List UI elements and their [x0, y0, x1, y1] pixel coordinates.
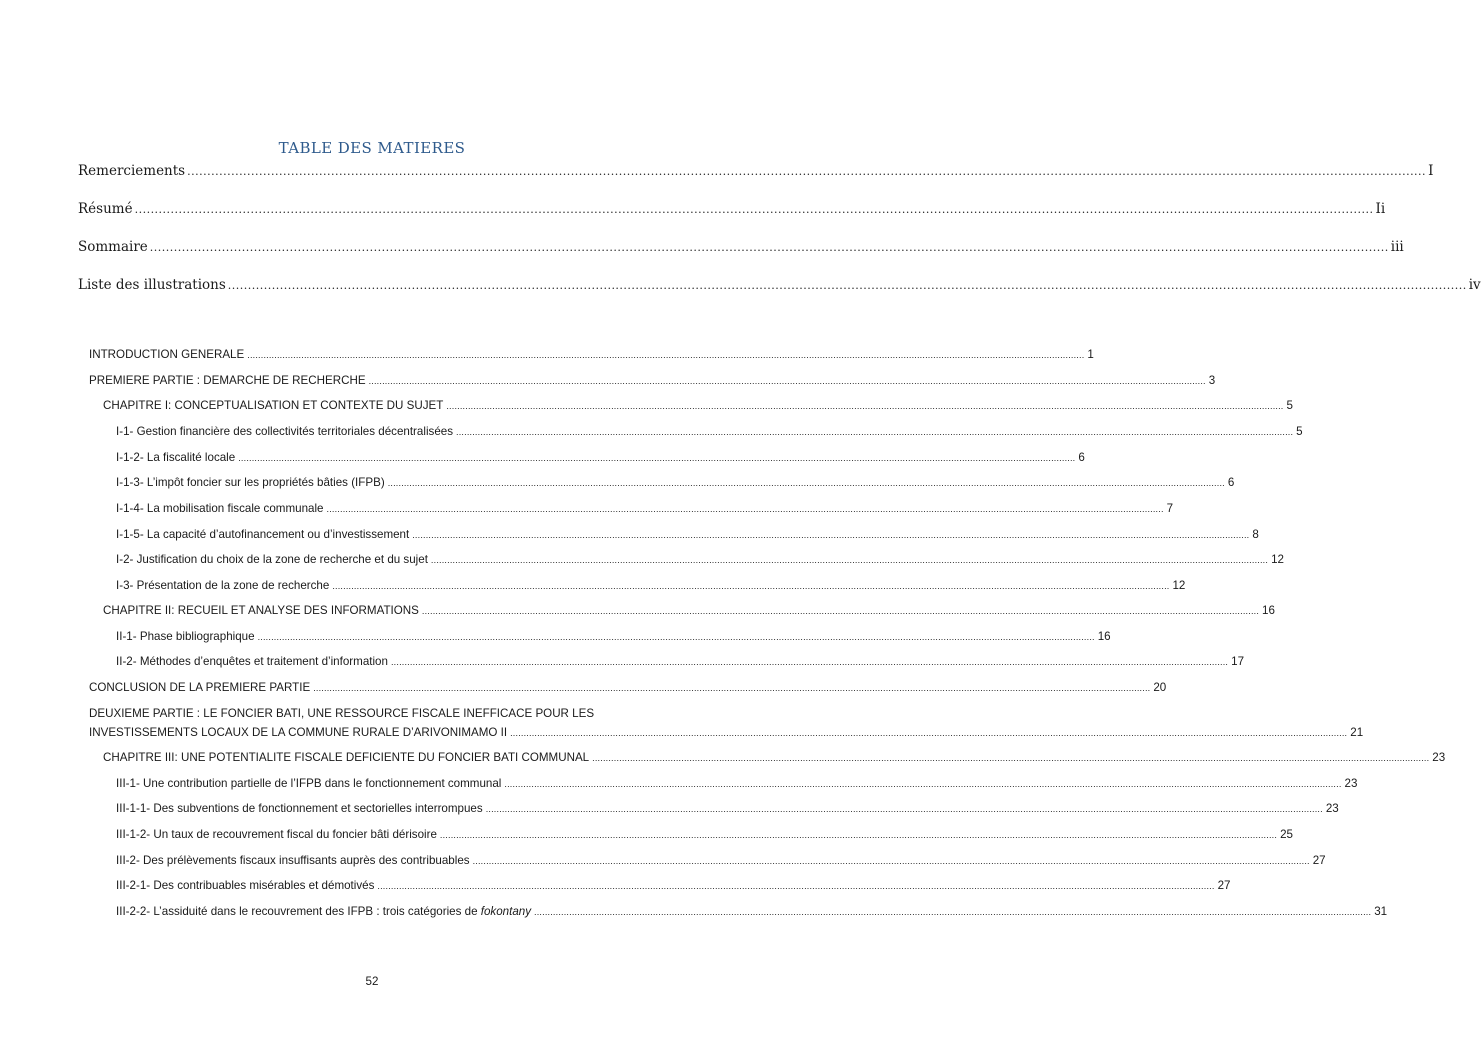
front-matter-page: iii — [1390, 239, 1404, 255]
front-matter-page: I — [1428, 163, 1434, 179]
toc-entry-page: 25 — [1280, 828, 1293, 841]
toc-entry-page: 23 — [1325, 802, 1339, 815]
toc-entry[interactable] — [116, 528, 1259, 546]
toc-entry-page: 23 — [1344, 777, 1358, 790]
toc-entry[interactable] — [116, 451, 1085, 469]
toc-entry-label: II-2- Méthodes d’enquêtes et traitement d’information — [116, 655, 388, 668]
front-matter-row[interactable] — [78, 239, 1404, 259]
toc-entry[interactable] — [116, 655, 1245, 673]
dot-leader: ...................................................................................................................................................................................................................................................................................................................... — [247, 350, 1085, 360]
dot-leader: ...................................................................................................................................................................................................................................................................................................................... — [390, 657, 1229, 667]
toc-entry-label: II-1- Phase bibliographique — [116, 630, 255, 643]
toc-entry-label: INTRODUCTION GENERALE — [89, 348, 245, 361]
dot-leader: ...................................................................................................................................................................................................................................................................................................................... — [134, 203, 1374, 216]
dot-leader: ...................................................................................................................................................................................................................................................................................................................... — [238, 453, 1076, 463]
dot-leader: ...................................................................................................................................................................................................................................................................................................................... — [592, 753, 1430, 763]
toc-entry-page: 3 — [1208, 374, 1216, 387]
toc-entry-label: I-1-3- L’impôt foncier sur les propriétés bâties (IFPB) — [116, 476, 385, 489]
toc-entry-page: 12 — [1271, 553, 1284, 566]
dot-leader: ...................................................................................................................................................................................................................................................................................................................... — [227, 279, 1467, 292]
toc-entry-page: 16 — [1097, 630, 1111, 643]
toc-entry-page: 27 — [1312, 854, 1326, 867]
dot-leader: ...................................................................................................................................................................................................................................................................................................................... — [377, 881, 1215, 891]
toc-entry-page: 12 — [1172, 579, 1186, 592]
front-matter-label: Liste des illustrations — [78, 277, 226, 293]
toc-entry[interactable] — [116, 502, 1174, 520]
toc-entry[interactable] — [116, 630, 1111, 648]
toc-entry-label: I-1-2- La fiscalité locale — [116, 451, 236, 464]
toc-entry-label: III-1- Une contribution partielle de l’IFPB dans le fonctionnement communal — [116, 777, 502, 790]
toc-entry[interactable] — [116, 553, 1284, 571]
front-matter-page: iv — [1468, 277, 1481, 293]
toc-entry-label: I-1-4- La mobilisation fiscale communale — [116, 502, 324, 515]
dot-leader: ...................................................................................................................................................................................................................................................................................................................... — [439, 830, 1278, 840]
dot-leader: ...................................................................................................................................................................................................................................................................................................................... — [332, 581, 1170, 591]
front-matter-page: Ii — [1375, 201, 1386, 217]
dot-leader: ...................................................................................................................................................................................................................................................................................................................... — [534, 907, 1372, 917]
toc-entry-label: III-1-2- Un taux de recouvrement fiscal du foncier bâti dérisoire — [116, 828, 437, 841]
toc-entry[interactable] — [116, 476, 1235, 494]
toc-entry-label: I-2- Justification du choix de la zone de recherche et du sujet — [116, 553, 428, 566]
toc-entry-page: 17 — [1231, 655, 1245, 668]
toc-entry-label: I-1- Gestion financière des collectivités territoriales décentralisées — [116, 425, 454, 438]
front-matter-row[interactable] — [78, 201, 1386, 221]
toc-entry-label-line1[interactable]: DEUXIEME PARTIE : LE FONCIER BATI, UNE RESSOURCE FISCALE INEFFICACE POUR LES — [89, 707, 595, 720]
dot-leader: ...................................................................................................................................................................................................................................................................................................................... — [510, 728, 1348, 738]
dot-leader: ...................................................................................................................................................................................................................................................................................................................... — [446, 401, 1284, 411]
toc-entry[interactable] — [116, 828, 1293, 846]
toc-entry-page: 8 — [1252, 528, 1259, 541]
toc-entry-label: III-1-1- Des subventions de fonctionnement et sectorielles interrompues — [116, 802, 483, 815]
toc-entry-page: 27 — [1217, 879, 1231, 892]
dot-leader: ...................................................................................................................................................................................................................................................................................................................... — [504, 779, 1342, 789]
toc-entry-label: I-1-5- La capacité d’autofinancement ou d’investissement — [116, 528, 410, 541]
toc-entry[interactable] — [116, 425, 1303, 443]
toc-entry[interactable] — [116, 777, 1358, 795]
dot-leader: ...................................................................................................................................................................................................................................................................................................................... — [387, 478, 1225, 488]
dot-leader: ...................................................................................................................................................................................................................................................................................................................... — [187, 165, 1427, 178]
toc-entry[interactable] — [116, 905, 1388, 923]
front-matter-row[interactable] — [78, 163, 1434, 183]
toc-entry-page: 1 — [1087, 348, 1094, 361]
toc-entry-page: 6 — [1078, 451, 1085, 464]
toc-entry-label: III-2-1- Des contribuables misérables et démotivés — [116, 879, 375, 892]
dot-leader: ...................................................................................................................................................................................................................................................................................................................... — [257, 632, 1095, 642]
dot-leader: ...................................................................................................................................................................................................................................................................................................................... — [368, 376, 1206, 386]
toc-entry-label: PREMIERE PARTIE : DEMARCHE DE RECHERCHE — [89, 374, 366, 387]
toc-entry-page: 6 — [1227, 476, 1235, 489]
front-matter-label: Résumé — [78, 201, 133, 217]
dot-leader: ...................................................................................................................................................................................................................................................................................................................... — [421, 606, 1260, 616]
toc-entry[interactable] — [116, 579, 1186, 597]
toc-entry-label: CHAPITRE II: RECUEIL ET ANALYSE DES INFORMATIONS — [103, 604, 419, 617]
toc-entry[interactable] — [89, 726, 1364, 744]
toc-entry-label: CHAPITRE III: UNE POTENTIALITE FISCALE DEFICIENTE DU FONCIER BATI COMMUNAL — [103, 751, 590, 764]
front-matter-label: Sommaire — [78, 239, 148, 255]
dot-leader: ...................................................................................................................................................................................................................................................................................................................... — [313, 683, 1151, 693]
page-number: 52 — [365, 975, 379, 988]
front-matter-label: Remerciements — [78, 163, 186, 179]
dot-leader: ...................................................................................................................................................................................................................................................................................................................... — [149, 241, 1389, 254]
toc-entry-label: INVESTISSEMENTS LOCAUX DE LA COMMUNE RURALE D’ARIVONIMAMO II — [89, 726, 508, 739]
toc-entry-label-italic: fokontany — [480, 905, 532, 918]
dot-leader: ...................................................................................................................................................................................................................................................................................................................... — [412, 530, 1250, 540]
toc-entry-page: 16 — [1262, 604, 1275, 617]
toc-entry-label: I-3- Présentation de la zone de recherche — [116, 579, 330, 592]
dot-leader: ...................................................................................................................................................................................................................................................................................................................... — [472, 856, 1310, 866]
toc-entry-label: CONCLUSION DE LA PREMIERE PARTIE — [89, 681, 311, 694]
toc-entry-page: 7 — [1166, 502, 1174, 515]
toc-entry-page: 20 — [1153, 681, 1167, 694]
toc-entry-label-text: III-2-2- L’assiduité dans le recouvrement des IFPB : trois catégories de — [116, 905, 478, 918]
toc-entry-page: 5 — [1296, 425, 1303, 438]
toc-entry[interactable] — [116, 854, 1326, 872]
toc-entry-label: CHAPITRE I: CONCEPTUALISATION ET CONTEXTE DU SUJET — [103, 399, 444, 412]
toc-entry[interactable] — [89, 374, 1216, 392]
toc-entry-page: 5 — [1286, 399, 1293, 412]
toc-entry-page: 23 — [1432, 751, 1446, 764]
toc-entry[interactable] — [89, 348, 1094, 366]
dot-leader: ...................................................................................................................................................................................................................................................................................................................... — [485, 804, 1323, 814]
toc-entry[interactable] — [89, 681, 1167, 699]
front-matter-row[interactable] — [78, 277, 1481, 297]
toc-entry-page: 31 — [1374, 905, 1388, 918]
dot-leader: ...................................................................................................................................................................................................................................................................................................................... — [430, 555, 1269, 565]
page-title: TABLE DES MATIERES — [278, 139, 466, 157]
toc-entry-label: III-2- Des prélèvements fiscaux insuffisants auprès des contribuables — [116, 854, 470, 867]
toc-entry[interactable] — [103, 604, 1275, 622]
toc-entry[interactable] — [116, 879, 1231, 897]
toc-entry[interactable] — [103, 399, 1293, 417]
toc-entry-page: 21 — [1350, 726, 1364, 739]
dot-leader: ...................................................................................................................................................................................................................................................................................................................... — [456, 427, 1294, 437]
dot-leader: ...................................................................................................................................................................................................................................................................................................................... — [326, 504, 1164, 514]
toc-entry[interactable] — [103, 751, 1446, 769]
toc-entry[interactable] — [116, 802, 1339, 820]
toc-entry-label — [116, 905, 531, 918]
